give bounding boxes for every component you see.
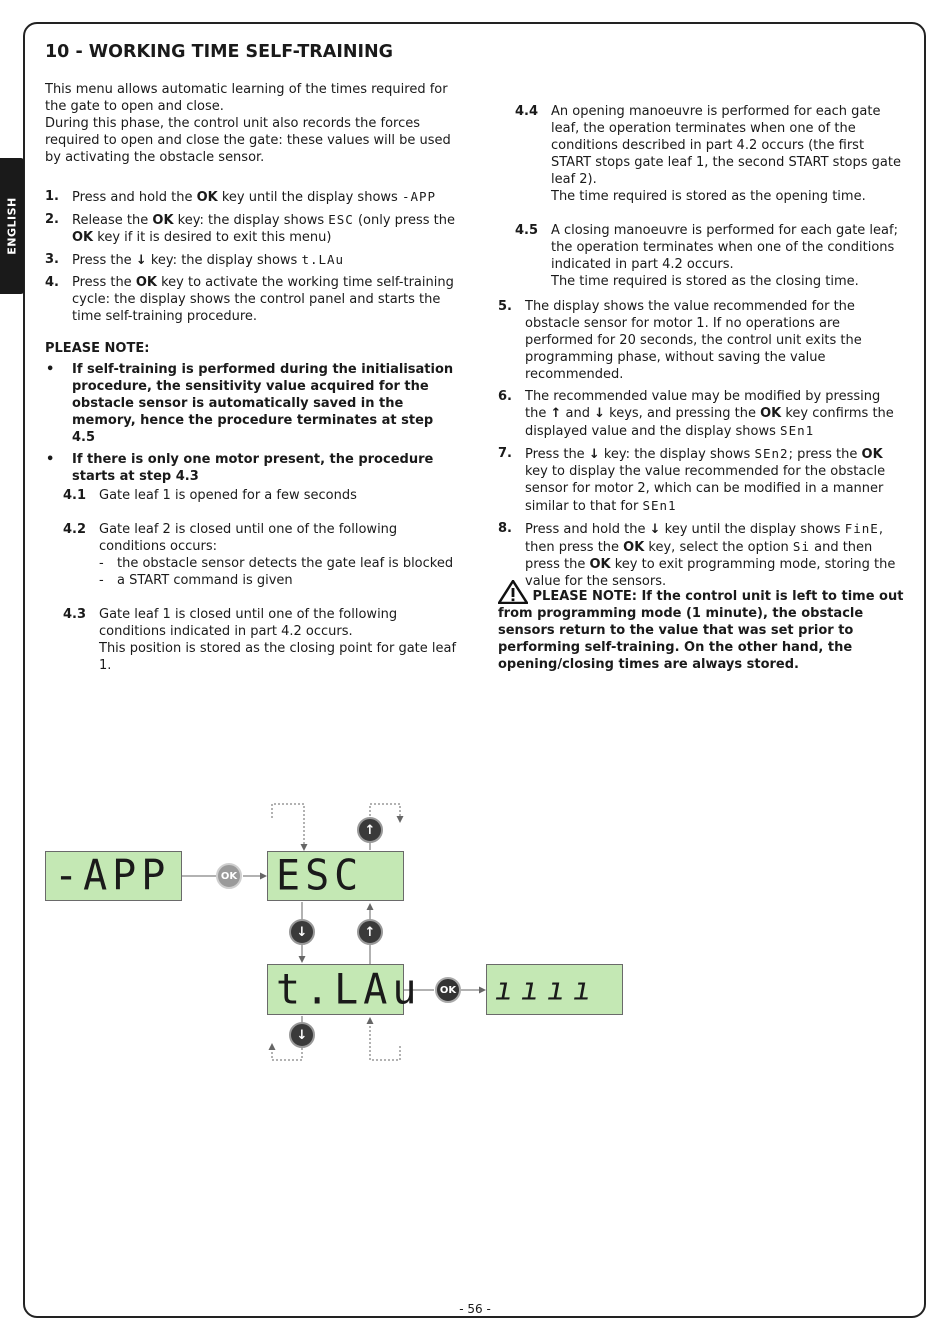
- down-button[interactable]: [289, 1022, 315, 1048]
- ok-key: OK: [72, 230, 94, 245]
- display-text: ESC: [276, 851, 364, 901]
- step-text: key until the display shows: [217, 190, 402, 205]
- step-text: and then press the: [525, 540, 873, 572]
- arrow-up-icon: ↑: [550, 406, 562, 421]
- ok-button-label: OK: [220, 870, 238, 882]
- arrow-up-icon: ↑: [364, 924, 376, 940]
- intro-para-2: During this phase, the control unit also records the forces required to open and close the gate: these values will be used by activating the obstacle sensor.: [45, 116, 451, 165]
- step-number: 5.: [498, 299, 512, 314]
- note-bullet-1: • If self-training is performed during the initialisation procedure, the sensitivity value acquired for the obstacle sensor is automatically saved in the memory, hence the procedure terminates at step 4.5: [45, 361, 457, 446]
- display-code: Si: [792, 539, 810, 554]
- display-esc: [267, 851, 404, 901]
- step-text: key, select the option: [644, 540, 793, 555]
- ok-button-label: OK: [439, 984, 457, 996]
- display-code: FinE: [844, 521, 879, 536]
- condition-item: - a START command is given: [99, 572, 457, 589]
- substep-text: An opening manoeuvre is performed for each gate leaf, the operation terminates when one of the conditions described in part 4.2 occurs (the first START stops gate leaf 1, the second START stops gate leaf 2).: [551, 104, 901, 187]
- display-code: SEn1: [642, 498, 677, 513]
- condition-item: - the obstacle sensor detects the gate leaf is blocked: [99, 555, 457, 572]
- arrow-down-icon: ↓: [588, 447, 600, 462]
- warning-label: PLEASE NOTE:: [532, 589, 637, 604]
- step-text: The display shows the value recommended for the obstacle sensor for motor 1. If no operations are performed for 20 seconds, the control unit exits the programming phase, without saving the value recommended.: [525, 299, 862, 382]
- arrow-down-icon: ↓: [135, 253, 147, 268]
- step-number: 7.: [498, 446, 512, 461]
- step-number: 6.: [498, 389, 512, 404]
- step-text: keys, and pressing the: [605, 406, 761, 421]
- ok-key: OK: [152, 213, 174, 228]
- substep-text: This position is stored as the closing point for gate leaf 1.: [99, 641, 457, 673]
- display-app: [45, 851, 182, 901]
- substep-text: Gate leaf 2 is closed until one of the following conditions occurs:: [99, 522, 398, 554]
- step-text: key to exit programming mode, storing the value for the sensors.: [525, 557, 896, 589]
- substep-number: 4.1: [63, 488, 87, 503]
- step-text: ; press the: [788, 447, 862, 462]
- step-number: 1.: [45, 189, 59, 204]
- step-text: Press and hold the: [72, 190, 197, 205]
- substep-number: 4.4: [515, 104, 539, 119]
- ok-key: OK: [760, 406, 782, 421]
- arrow-up-icon: ↑: [364, 822, 376, 838]
- step-text: Press the: [72, 275, 136, 290]
- step-text: key: the display shows: [173, 213, 329, 228]
- substep-text: The time required is stored as the closing time.: [551, 274, 859, 289]
- substep-text: A closing manoeuvre is performed for each gate leaf; the operation terminates when one of the conditions indicated in part 4.2 occurs.: [551, 223, 898, 272]
- up-button[interactable]: [357, 919, 383, 945]
- ok-key: OK: [135, 275, 157, 290]
- display-text: t.LAu: [276, 965, 422, 1014]
- step-text: key until the display shows: [660, 522, 845, 537]
- step-text: key confirms the displayed value and the display shows: [525, 406, 894, 439]
- ok-key: OK: [623, 540, 645, 555]
- ok-key: OK: [589, 557, 611, 572]
- display-code: ESC: [328, 212, 354, 227]
- substep-number: 4.3: [63, 607, 87, 622]
- step-text: and: [561, 406, 595, 421]
- step-number: 4.: [45, 275, 59, 290]
- step-text: key: the display shows: [146, 253, 302, 268]
- display-code: SEn1: [780, 423, 815, 438]
- arrow-down-icon: ↓: [296, 924, 308, 940]
- ok-button[interactable]: [216, 863, 242, 889]
- section-title: 10 - WORKING TIME SELF-TRAINING: [45, 42, 393, 62]
- step-text: Release the: [72, 213, 153, 228]
- substep-number: 4.2: [63, 522, 87, 537]
- display-progress: [486, 964, 623, 1015]
- warning-text: If the control unit is left to time out from programming mode (1 minute), the obstacle sensors return to the value that was set prior to performing self-training. On the other hand, the opening/closing times are always stored.: [498, 589, 904, 672]
- display-tlau: [267, 964, 422, 1015]
- note-heading: PLEASE NOTE:: [45, 341, 150, 356]
- arrow-down-icon: ↓: [649, 522, 661, 537]
- step-text: key to display the value recommended for the obstacle sensor for motor 2, which can be modified in a manner similar to that for: [525, 464, 886, 514]
- step-number: 3.: [45, 252, 59, 267]
- display-text: ıııı: [495, 971, 600, 1008]
- step-text: Press the: [525, 447, 589, 462]
- arrow-down-icon: ↓: [296, 1027, 308, 1043]
- step-text: key: the display shows: [599, 447, 755, 462]
- intro-para-1: This menu allows automatic learning of the times required for the gate to open and close.: [45, 82, 448, 114]
- substep-text: Gate leaf 1 is opened for a few seconds: [99, 488, 357, 503]
- language-tab-label: ENGLISH: [5, 197, 19, 255]
- page-number: - 56 -: [459, 1302, 491, 1316]
- ok-key: OK: [196, 190, 218, 205]
- step-number: 2.: [45, 212, 59, 227]
- display-code: SEn2: [754, 446, 789, 461]
- substep-number: 4.5: [515, 223, 539, 238]
- step-text: Press the: [72, 253, 136, 268]
- step-text: The recommended value may be modified by pressing the: [525, 389, 881, 421]
- arrow-down-icon: ↓: [594, 406, 606, 421]
- ok-button[interactable]: [435, 977, 461, 1003]
- display-text: -APP: [54, 851, 171, 901]
- step-text: key if it is desired to exit this menu): [93, 230, 332, 245]
- note-bullet-2: • If there is only one motor present, the procedure starts at step 4.3: [45, 451, 457, 485]
- ok-key: OK: [861, 447, 883, 462]
- display-code: -APP: [401, 189, 437, 204]
- substep-text: The time required is stored as the opening time.: [551, 189, 866, 204]
- step-text: (only press the: [353, 213, 455, 228]
- step-text: key to activate the working time self-training cycle: the display shows the control panel and starts the time self-training procedure.: [72, 275, 454, 324]
- down-button[interactable]: [289, 919, 315, 945]
- up-button[interactable]: [357, 817, 383, 843]
- step-number: 8.: [498, 521, 512, 536]
- step-text: , then press the: [525, 522, 883, 555]
- display-code: t.LAu: [301, 252, 345, 267]
- substep-text: Gate leaf 1 is closed until one of the following conditions indicated in part 4.2 occurs.: [99, 607, 398, 639]
- step-text: Press and hold the: [525, 522, 650, 537]
